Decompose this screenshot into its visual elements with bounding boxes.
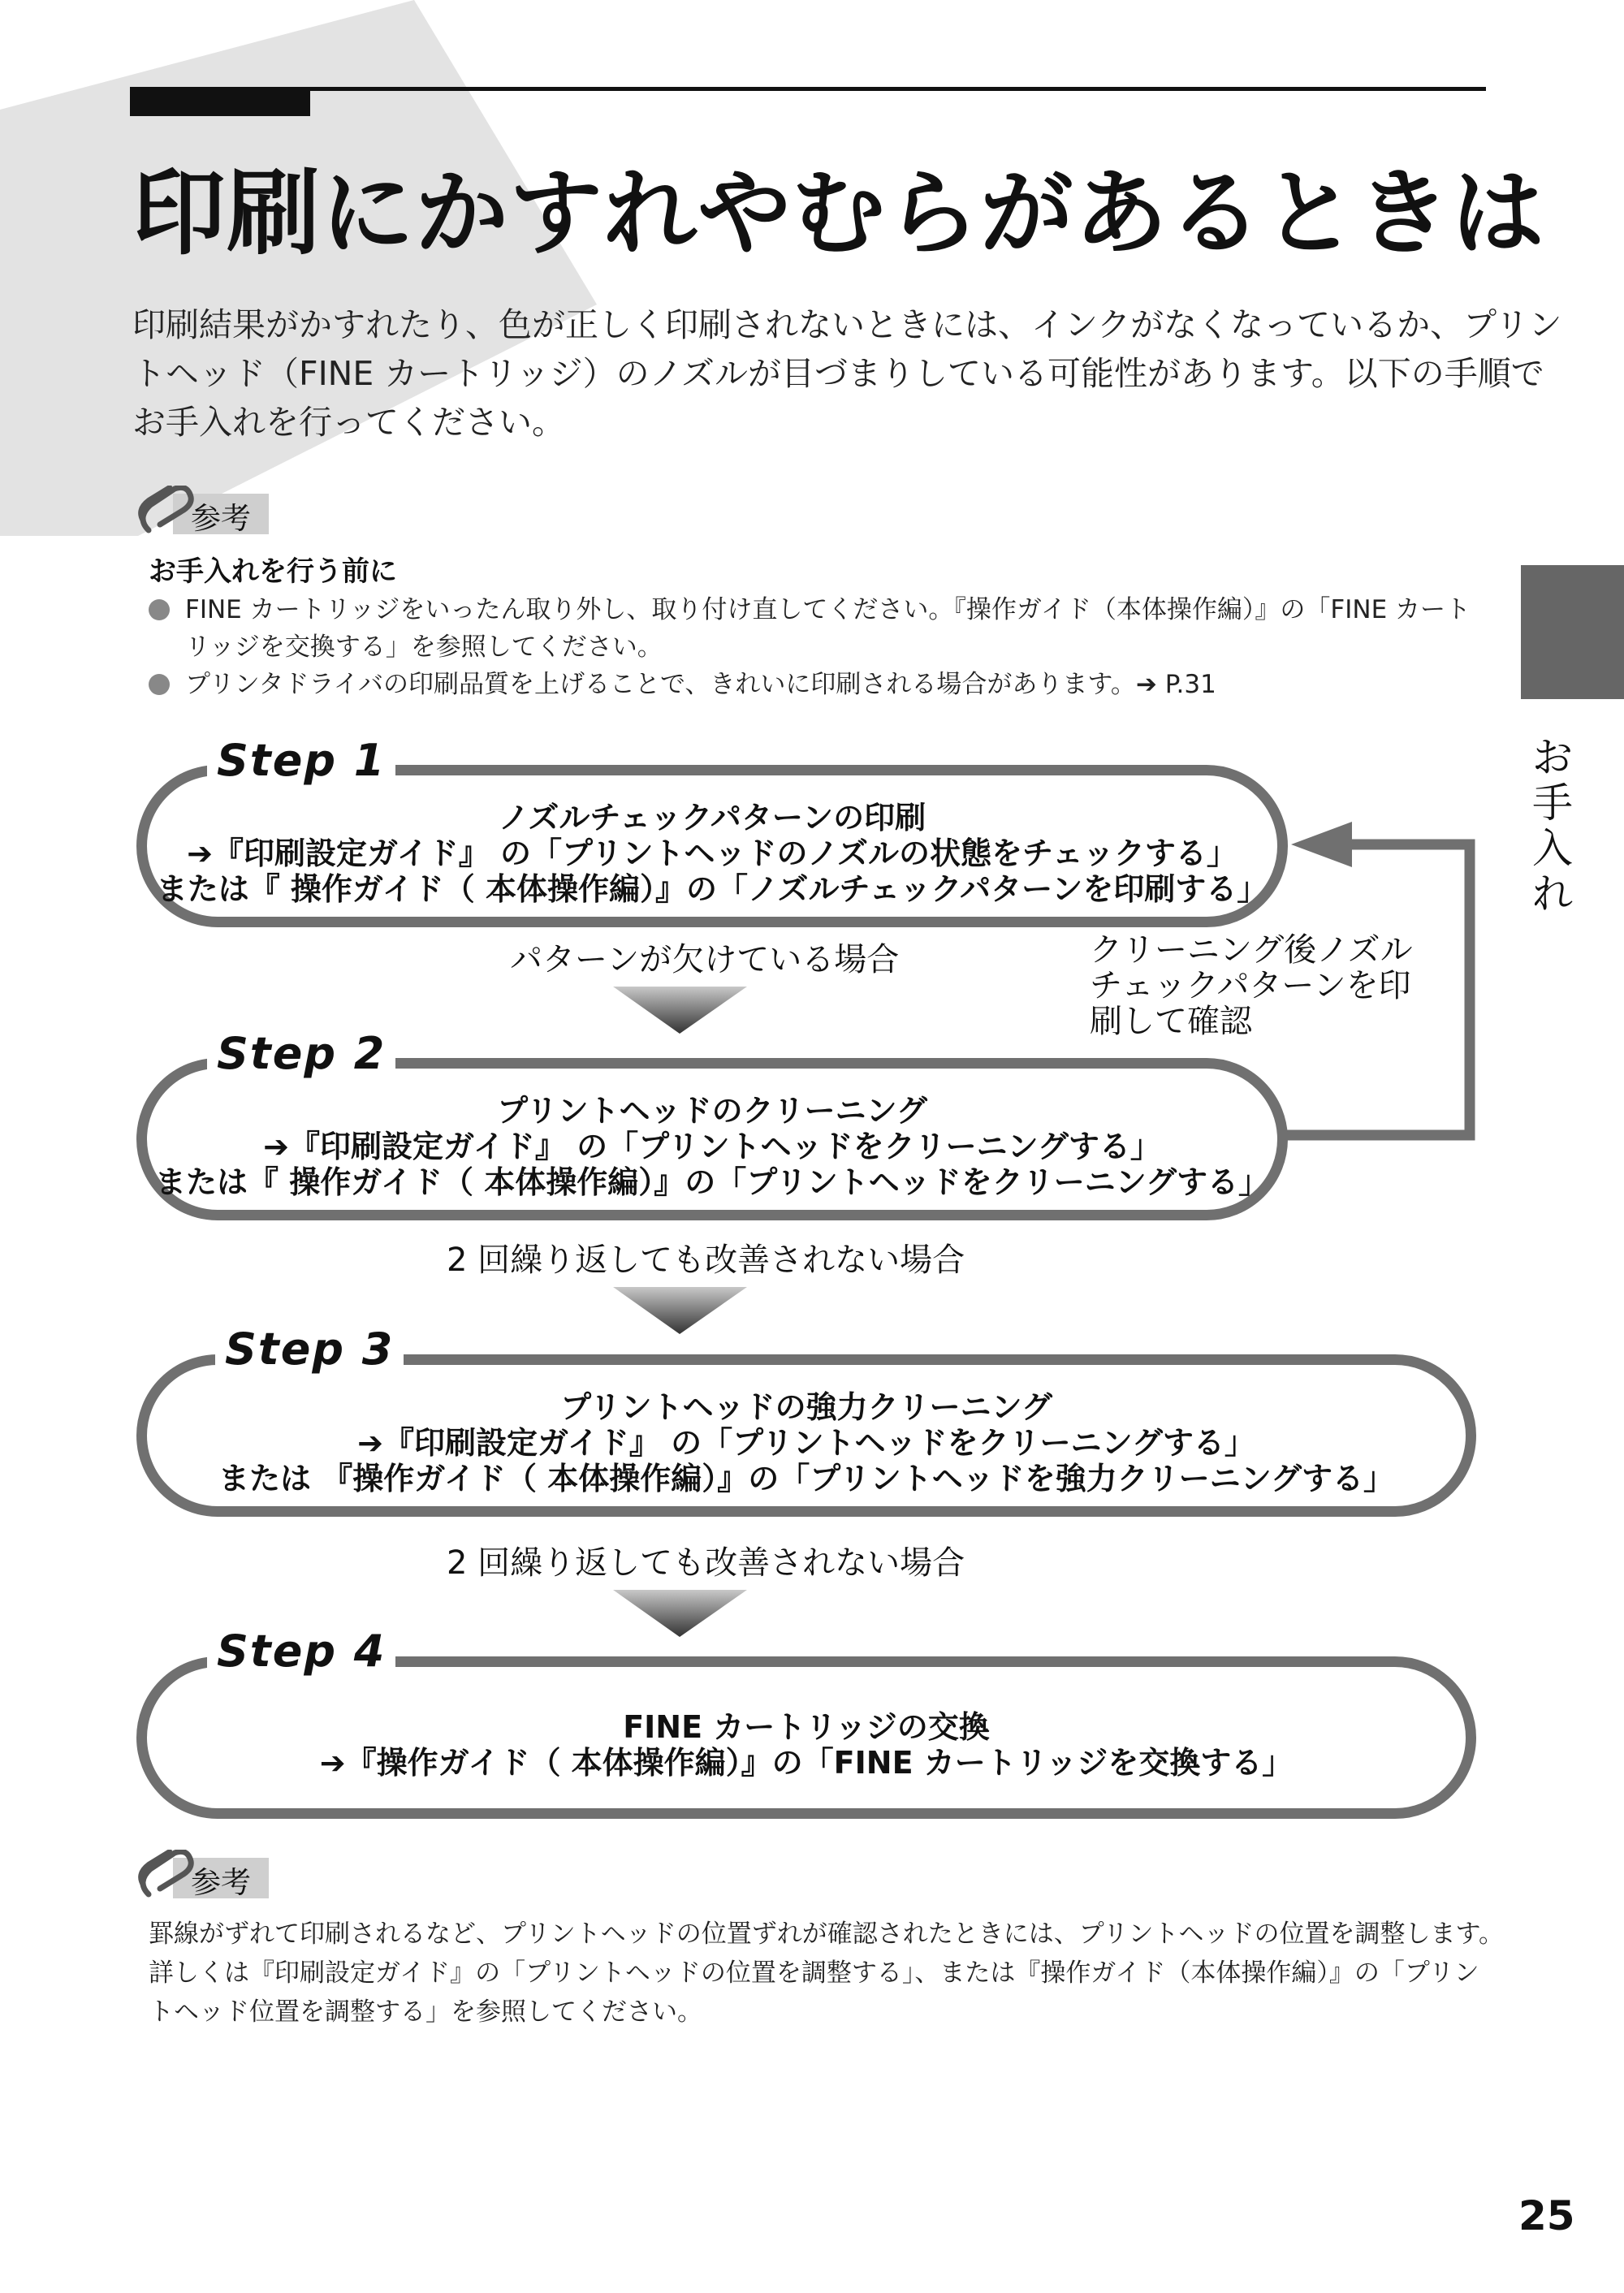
step-tag: Step 1 (207, 735, 395, 786)
section-tab (1521, 565, 1624, 699)
note-heading: お手入れを行う前に (149, 555, 397, 588)
note-label: 参考 (191, 1865, 251, 1900)
step-title: FINE カートリッジの交換 (623, 1709, 990, 1745)
step-reference: ➔『印刷設定ガイド』 の「プリントヘッドをクリーニングする」 (263, 1129, 1161, 1164)
step-title: プリントヘッドのクリーニング (497, 1093, 927, 1129)
step-reference: ➔『操作ガイド（ 本体操作編）』の「FINE カートリッジを交換する」 (319, 1745, 1294, 1781)
step-reference: または『 操作ガイド（ 本体操作編）』の「プリントヘッドをクリーニングする」 (154, 1164, 1270, 1200)
loop-note (1090, 932, 1413, 1039)
section-label-char: お (1532, 734, 1573, 781)
step-tag: Step 2 (207, 1028, 395, 1079)
step-reference: または 『操作ガイド（ 本体操作編）』の「プリントヘッドを強力クリーニングする」 (218, 1461, 1395, 1496)
intro-line: 印刷結果がかすれたり、色が正しく印刷されないときには、インクがなくなっているか、プリン (132, 305, 1562, 344)
section-label-char: れ (1532, 870, 1573, 918)
section-label (1528, 735, 1577, 917)
down-arrow-icon (613, 1287, 747, 1334)
step-reference: または『 操作ガイド（ 本体操作編）』の「ノズルチェックパターンを印刷する」 (156, 871, 1268, 907)
step-tag: Step 3 (215, 1324, 404, 1375)
down-arrow-icon (613, 1590, 747, 1637)
condition-label: 2 回繰り返しても改善されない場合 (447, 1544, 965, 1582)
step-tag: Step 4 (207, 1626, 395, 1677)
intro-line: トヘッド（FINE カートリッジ）のノズルが目づまりしている可能性があります。以下の手順で (132, 354, 1544, 393)
page-number: 25 (1518, 2192, 1575, 2239)
step-content (147, 1093, 1277, 1200)
step-content (147, 1709, 1466, 1781)
note-line: 罫線がずれて印刷されるなど、プリントヘッドの位置ずれが確認されたときには、プリントヘッドの位置を調整します。 (149, 1919, 1505, 1949)
bullet-text: リッジを交換する」を参照してください。 (185, 633, 663, 662)
condition-label: パターンが欠けている場合 (510, 941, 900, 978)
note-label: 参考 (191, 501, 251, 536)
step-box (136, 765, 1288, 927)
step-title: ノズルチェックパターンの印刷 (498, 800, 926, 836)
down-arrow-icon (613, 987, 747, 1034)
condition-label: 2 回繰り返しても改善されない場合 (447, 1242, 965, 1279)
section-label-char: 手 (1532, 779, 1573, 827)
loop-note-line: 刷して確認 (1090, 1003, 1252, 1040)
step-content (147, 800, 1277, 907)
step-box (136, 1058, 1288, 1220)
section-label-char: 入 (1532, 825, 1573, 872)
step-box (136, 1656, 1476, 1819)
note-line: 詳しくは『印刷設定ガイド』の「プリントヘッドの位置を調整する」、または『操作ガイド（本体操作編）』の「プリン (149, 1958, 1479, 1988)
intro-line: お手入れを行ってください。 (132, 403, 565, 442)
note-line: トヘッド位置を調整する」を参照してください。 (149, 1997, 702, 2027)
note-badge (132, 1850, 270, 1907)
bullet-text: FINE カートリッジをいったん取り外し、取り付け直してください。『操作ガイド（本体操作編）』の「FINE カート (185, 595, 1471, 624)
step-content (147, 1389, 1466, 1496)
step-reference: ➔『印刷設定ガイド』 の「プリントヘッドをクリーニングする」 (357, 1425, 1255, 1461)
step-reference: ➔『印刷設定ガイド』 の「プリントヘッドのノズルの状態をチェックする」 (187, 836, 1237, 871)
bullet-text: プリンタドライバの印刷品質を上げることで、きれいに印刷される場合があります。➔ P.31 (185, 670, 1216, 699)
loop-note-line: クリーニング後ノズル (1090, 931, 1413, 969)
page-title: 印刷にかすれやむらがあるときは (132, 159, 1546, 268)
note-text (149, 1915, 1505, 2032)
step-box (136, 1354, 1476, 1517)
loop-note-line: チェックパターンを印 (1090, 967, 1411, 1004)
step-title: プリントヘッドの強力クリーニング (560, 1389, 1052, 1425)
